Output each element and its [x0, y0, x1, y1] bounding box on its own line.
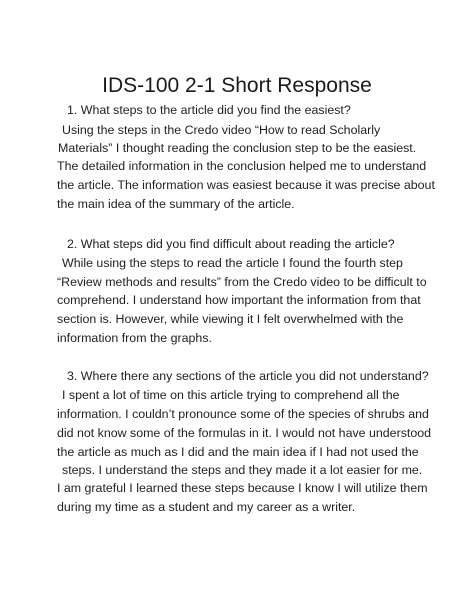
- answer-1-line-5: the main idea of the summary of the article.: [57, 197, 295, 211]
- answer-1-line-2: Materials” I thought reading the conclusion step to be the easiest.: [58, 141, 417, 155]
- document-title: IDS-100 2-1 Short Response: [102, 74, 372, 97]
- question-1: 1. What steps to the article did you find the easiest?: [67, 103, 351, 117]
- answer-3-line-2: information. I couldn’t pronounce some of the species of shrubs and: [57, 407, 429, 421]
- answer-1-line-3: The detailed information in the conclusion helped me to understand: [57, 159, 427, 173]
- answer-1-line-1: Using the steps in the Credo video “How to read Scholarly: [62, 123, 381, 137]
- answer-3-line-6: I am grateful I learned these steps because I know I will utilize them: [57, 481, 428, 495]
- answer-2-line-2: “Review methods and results” from the Credo video to be difficult to: [57, 275, 427, 289]
- answer-3-line-5: steps. I understand the steps and they made it a lot easier for me.: [62, 463, 423, 477]
- answer-3-line-3: did not know some of the formulas in it. I would not have understood: [57, 426, 432, 440]
- answer-1-line-4: the article. The information was easiest because it was precise about: [57, 178, 435, 192]
- answer-2-line-1: While using the steps to read the article I found the fourth step: [62, 256, 403, 270]
- answer-2-line-4: section is. However, while viewing it I felt overwhelmed with the: [57, 312, 404, 326]
- answer-2-line-3: comprehend. I understand how important the information from that: [57, 293, 421, 307]
- answer-3-line-4: the article as much as I did and the main idea if I had not used the: [57, 445, 419, 459]
- answer-2-line-5: information from the graphs.: [57, 331, 212, 345]
- answer-3-line-7: during my time as a student and my career as a writer.: [57, 500, 356, 514]
- question-3: 3. Where there any sections of the article you did not understand?: [67, 369, 429, 383]
- question-2: 2. What steps did you find difficult about reading the article?: [67, 237, 395, 251]
- answer-3-line-1: I spent a lot of time on this article trying to comprehend all the: [62, 388, 400, 402]
